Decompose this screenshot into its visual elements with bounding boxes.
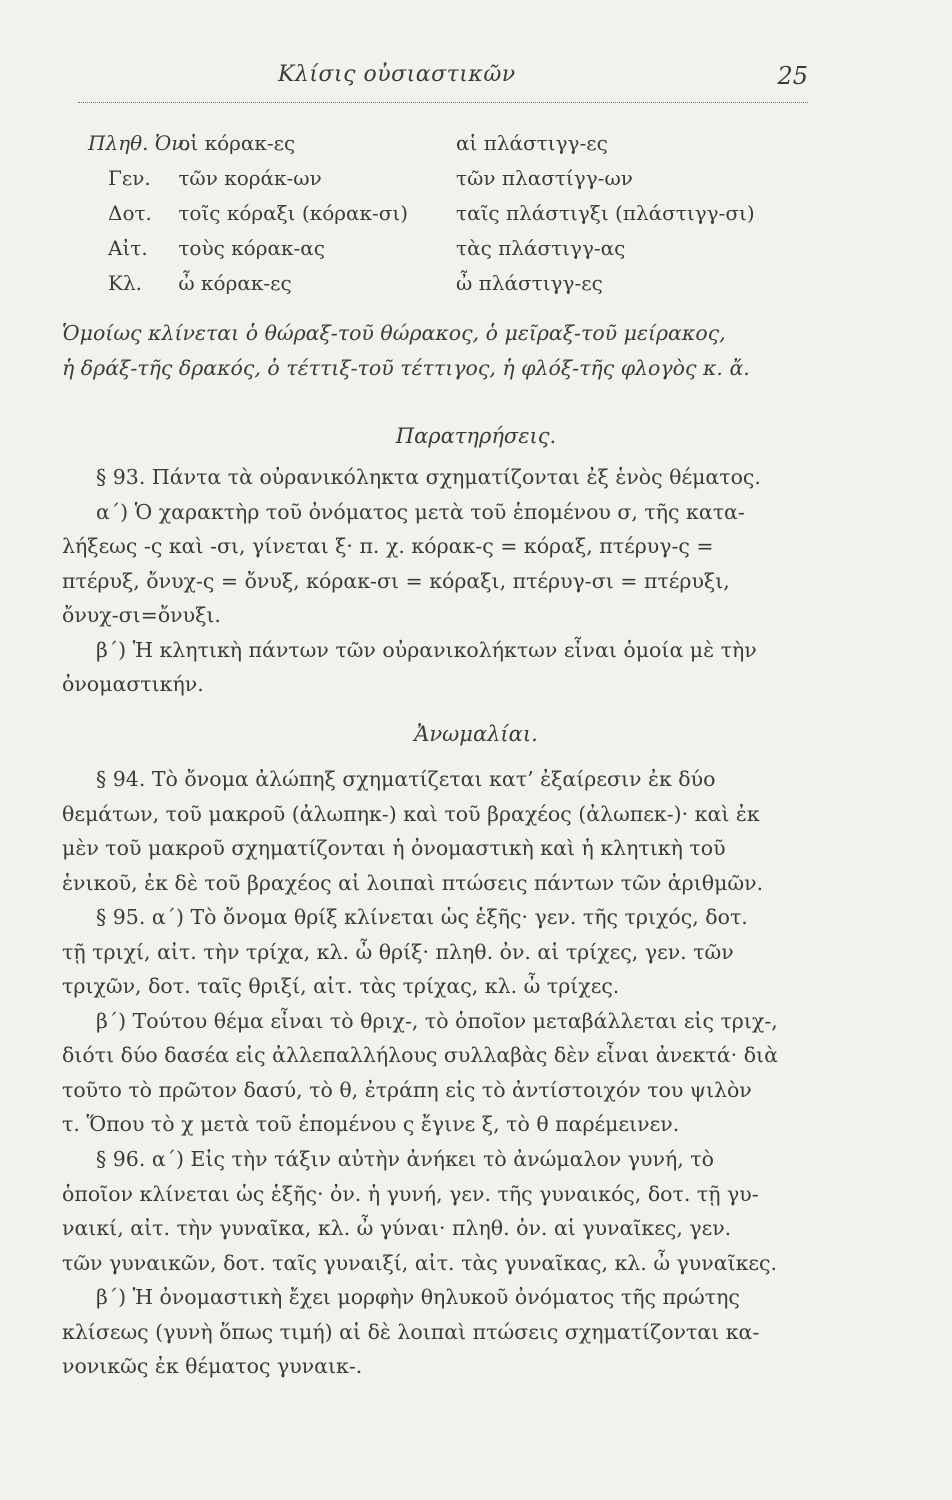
text-line: § 94. Τὸ ὄνομα ἀλώπηξ σχηματίζεται κατ’ ἐξαίρεσιν ἐκ δύο — [96, 767, 716, 791]
text-line: β΄) Ἡ ὀνομαστικὴ ἔχει μορφὴν θηλυκοῦ ὀνόματος τῆς πρώτης — [96, 1285, 740, 1309]
text-line: ἑνικοῦ, ἐκ δὲ τοῦ βραχέος αἱ λοιπαὶ πτώσεις πάντων τῶν ἀριθμῶν. — [62, 870, 764, 895]
declension-form-plastinx: ὦ πλάστιγγ-ες — [456, 271, 603, 295]
text-line: § 93. Πάντα τὰ οὐρανικόληκτα σχηματίζονται ἐξ ἑνὸς θέματος. — [96, 465, 761, 489]
page-number: 25 — [777, 62, 808, 90]
text-line: § 95. α΄) Τὸ ὄνομα θρίξ κλίνεται ὡς ἑξῆς· γεν. τῆς τριχός, δοτ. — [96, 905, 748, 929]
section-94 — [62, 762, 812, 900]
declension-table — [88, 126, 808, 301]
declension-form-plastinx: αἱ πλάστιγγ-ες — [456, 131, 608, 155]
case-label: Πληθ. Ὀν. — [88, 131, 190, 155]
declension-form-korax: οἱ κόρακ-ες — [178, 131, 296, 155]
section-95 — [62, 900, 812, 1142]
declension-row — [88, 231, 808, 266]
declension-row — [88, 196, 808, 231]
text-line: διότι δύο δασέα εἰς ἀλλεπαλλήλους συλλαβὰς δὲν εἶναι ἀνεκτά· διὰ — [62, 1043, 778, 1067]
text-line: Ὁμοίως κλίνεται ὁ θώραξ-τοῦ θώρακος, ὁ μεῖραξ-τοῦ μείρακος, — [62, 321, 726, 345]
text-line: ἡ δράξ-τῆς δρακός, ὁ τέττιξ-τοῦ τέττιγος, ἡ φλόξ-τῆς φλογὸς κ. ἄ. — [62, 355, 750, 380]
text-line: τῇ τριχί, αἰτ. τὴν τρίχα, κλ. ὦ θρίξ· πληθ. ὀν. αἱ τρίχες, γεν. τῶν — [62, 939, 734, 964]
text-line: ὀνομαστικήν. — [62, 672, 204, 696]
declension-form-plastinx: ταῖς πλάστιγξι (πλάστιγγ-σι) — [456, 201, 755, 225]
text-line: μὲν τοῦ μακροῦ σχηματίζονται ἡ ὀνομαστικὴ καὶ ἡ κλητικὴ τοῦ — [62, 836, 726, 860]
declension-form-korax: τοῖς κόραξι (κόρακ-σι) — [178, 201, 409, 225]
case-label: Γεν. — [108, 166, 151, 190]
page-header — [78, 62, 808, 103]
text-line: β΄) Τούτου θέμα εἶναι τὸ θριχ-, τὸ ὁποῖον μεταβάλλεται εἰς τριχ-, — [96, 1008, 778, 1033]
section-93 — [62, 460, 812, 702]
text-line: τριχῶν, δοτ. ταῖς θριξί, αἰτ. τὰς τρίχας, κλ. ὦ τρίχες. — [62, 974, 620, 998]
text-line: τῶν γυναικῶν, δοτ. ταῖς γυναιξί, αἰτ. τὰς γυναῖκας, κλ. ὦ γυναῖκες. — [62, 1250, 778, 1275]
text-line: ὁποῖον κλίνεται ὡς ἑξῆς· ὀν. ἡ γυνή, γεν. τῆς γυναικός, δοτ. τῇ γυ- — [62, 1181, 759, 1206]
text-line: β΄) Ἡ κλητικὴ πάντων τῶν οὐρανικολήκτων εἶναι ὁμοία μὲ τὴν — [96, 637, 757, 662]
text-line: πτέρυξ, ὄνυχ-ς = ὄνυξ, κόρακ-σι = κόραξι, πτέρυγ-σι = πτέρυξι, — [62, 568, 730, 593]
declension-row — [88, 126, 808, 161]
declension-row — [88, 161, 808, 196]
text-line: ὄνυχ-σι=ὄνυξι. — [62, 603, 221, 627]
declension-row — [88, 266, 808, 301]
anomalies-heading: Ἀνωμαλίαι. — [414, 722, 538, 746]
running-title: Κλίσις οὐσιαστικῶν — [278, 62, 516, 87]
declension-form-plastinx: τὰς πλάστιγγ-ας — [456, 236, 626, 260]
case-label: Δοτ. — [108, 201, 152, 225]
text-line: νονικῶς ἐκ θέματος γυναικ-. — [62, 1354, 363, 1378]
declension-form-korax: τοὺς κόρακ-ας — [178, 236, 325, 260]
similarly-paragraph — [62, 316, 812, 385]
declension-form-plastinx: τῶν πλαστίγγ-ων — [456, 166, 633, 190]
text-line: κλίσεως (γυνὴ ὅπως τιμή) αἱ δὲ λοιπαὶ πτώσεις σχηματίζονται κα- — [62, 1319, 760, 1344]
text-line: § 96. α΄) Εἰς τὴν τάξιν αὐτὴν ἀνήκει τὸ ἀνώμαλον γυνή, τὸ — [96, 1147, 714, 1171]
text-line: τοῦτο τὸ πρῶτον δασύ, τὸ θ, ἐτράπη εἰς τὸ ἀντίστοιχόν του ψιλὸν — [62, 1077, 752, 1102]
observations-heading: Παρατηρήσεις. — [395, 424, 557, 448]
case-label: Κλ. — [108, 271, 142, 295]
section-96 — [62, 1142, 812, 1384]
text-line: α΄) Ὁ χαρακτὴρ τοῦ ὀνόματος μετὰ τοῦ ἑπομένου σ, τῆς κατα- — [96, 499, 745, 524]
declension-form-korax: τῶν κοράκ-ων — [178, 166, 322, 190]
text-line: ναικί, αἰτ. τὴν γυναῖκα, κλ. ὦ γύναι· πληθ. ὀν. αἱ γυναῖκες, γεν. — [62, 1216, 732, 1240]
text-line: θεμάτων, τοῦ μακροῦ (ἀλωπηκ-) καὶ τοῦ βραχέος (ἀλωπεκ-)· καὶ ἐκ — [62, 801, 760, 826]
declension-form-korax: ὦ κόρακ-ες — [178, 271, 292, 295]
text-line: τ. Ὅπου τὸ χ μετὰ τοῦ ἑπομένου ς ἔγινε ξ, τὸ θ παρέμεινεν. — [62, 1112, 680, 1136]
text-line: λήξεως -ς καὶ -σι, γίνεται ξ· π. χ. κόρακ-ς = κόραξ, πτέρυγ-ς = — [62, 534, 714, 558]
case-label: Αἰτ. — [108, 236, 148, 260]
